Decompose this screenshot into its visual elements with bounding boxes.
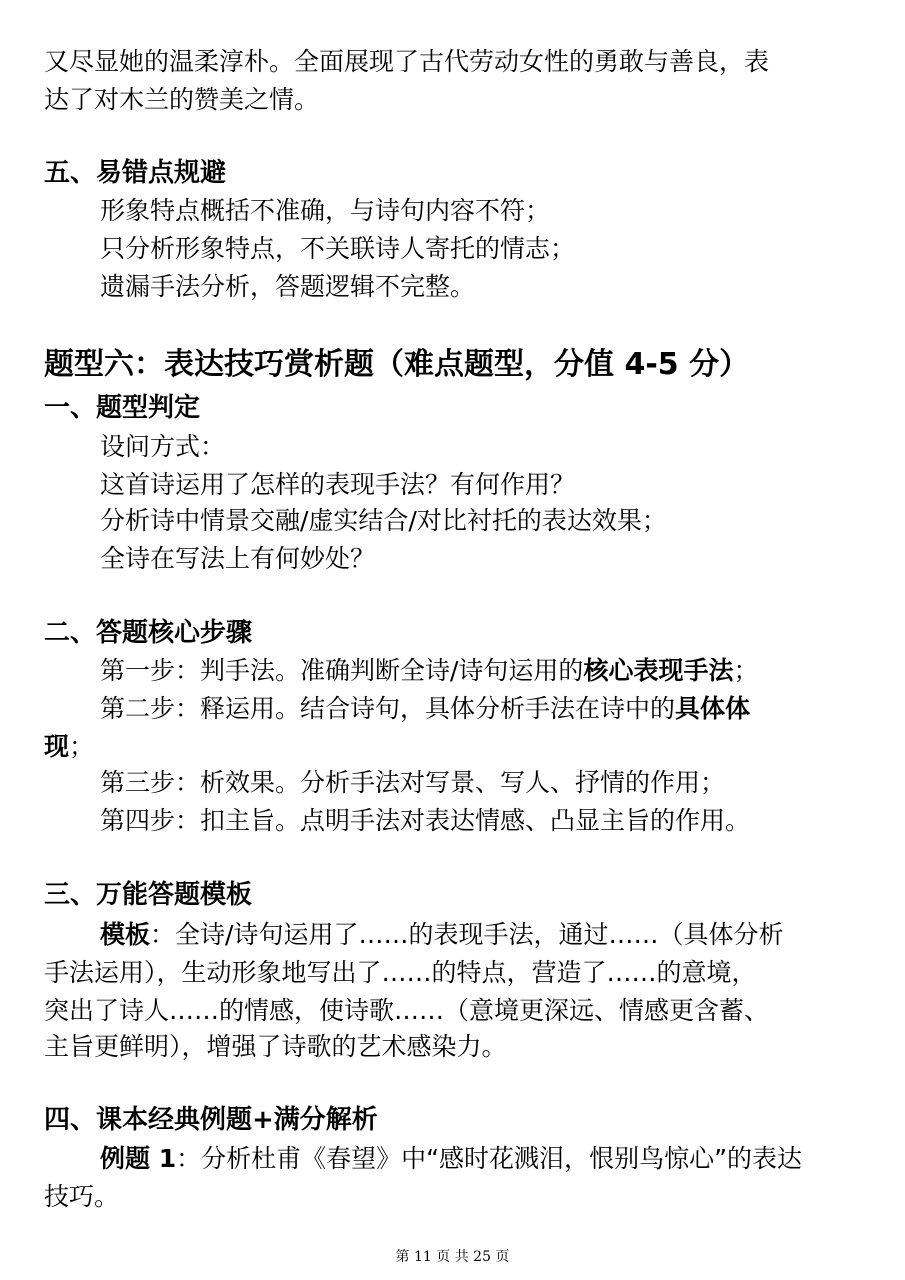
example-line-2: 技巧。 bbox=[44, 1182, 120, 1211]
judge-item: 分析诗中情景交融/虚实结合/对比衬托的表达效果； bbox=[100, 506, 667, 535]
template-line-3: 突出了诗人……的情感，使诗歌……（意境更深远、情感更含蓄、 bbox=[44, 996, 770, 1025]
section-heading-example: 四、课本经典例题+满分解析 bbox=[44, 1105, 378, 1135]
template-text: ：全诗/诗句运用了……的表现手法，通过……（具体分析 bbox=[150, 920, 784, 949]
step-3: 第三步：析效果。分析手法对写景、写人、抒情的作用； bbox=[100, 768, 726, 797]
pitfall-item: 遗漏手法分析，答题逻辑不完整。 bbox=[100, 272, 476, 301]
section-heading-template: 三、万能答题模板 bbox=[44, 880, 253, 910]
pitfall-item: 形象特点概括不准确，与诗句内容不符； bbox=[100, 196, 551, 225]
step-2-emphasis: 具体体 bbox=[675, 694, 751, 723]
step-2-continued bbox=[44, 729, 865, 765]
page-number-footer: 第 11 页 共 25 页 bbox=[395, 1249, 510, 1265]
step-2-text: 第二步：释运用。结合诗句，具体分析手法在诗中的 bbox=[100, 694, 676, 723]
judge-item: 全诗在写法上有何妙处？ bbox=[100, 544, 376, 573]
intro-line-1: 又尽显她的温柔淳朴。全面展现了古代劳动女性的勇敢与善良，表 bbox=[44, 47, 770, 76]
template-line-1 bbox=[100, 917, 865, 953]
step-1 bbox=[100, 653, 865, 689]
intro-line-2: 达了对木兰的赞美之情。 bbox=[44, 85, 320, 114]
step-2-end: ； bbox=[69, 732, 95, 761]
example-text: ：分析杜甫《春望》中“感时花溅泪，恨别鸟惊心”的表达 bbox=[176, 1144, 803, 1173]
template-line-4: 主旨更鲜明），增强了诗歌的艺术感染力。 bbox=[44, 1032, 507, 1061]
step-2-emphasis-continued: 现 bbox=[44, 732, 70, 761]
step-1-end: ； bbox=[733, 656, 759, 685]
example-line-1 bbox=[100, 1141, 865, 1177]
judge-item: 这首诗运用了怎样的表现手法？有何作用？ bbox=[100, 470, 576, 499]
step-2 bbox=[100, 691, 865, 727]
section-heading-pitfalls: 五、易错点规避 bbox=[44, 158, 227, 188]
step-1-emphasis: 核心表现手法 bbox=[583, 656, 734, 685]
example-label: 例题 1 bbox=[100, 1144, 177, 1173]
step-1-text: 第一步：判手法。准确判断全诗/诗句运用的 bbox=[100, 656, 584, 685]
section-heading-judge: 一、题型判定 bbox=[44, 393, 201, 423]
question-type-title: 题型六：表达技巧赏析题（难点题型，分值 4-5 分） bbox=[44, 347, 750, 382]
judge-item: 设问方式： bbox=[100, 432, 226, 461]
template-line-2: 手法运用），生动形象地写出了……的特点，营造了……的意境， bbox=[44, 958, 757, 987]
section-heading-steps: 二、答题核心步骤 bbox=[44, 618, 253, 648]
template-label: 模板 bbox=[100, 920, 151, 949]
pitfall-item: 只分析形象特点，不关联诗人寄托的情志； bbox=[100, 234, 576, 263]
step-4: 第四步：扣主旨。点明手法对表达情感、凸显主旨的作用。 bbox=[100, 806, 751, 835]
